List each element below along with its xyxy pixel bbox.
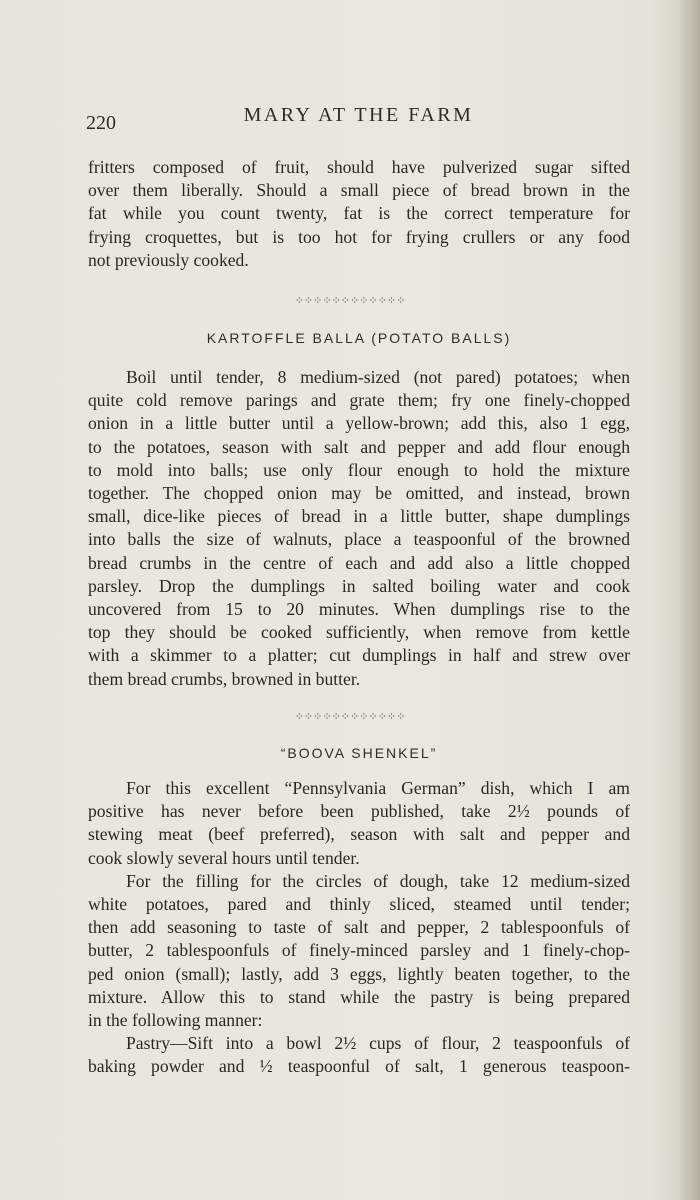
ornament-divider: ⁘⁘⁘⁘⁘⁘⁘⁘⁘⁘⁘⁘ bbox=[294, 710, 406, 723]
text-line: positive has never before been published, take 2½ pounds of bbox=[88, 801, 630, 822]
running-head: MARY AT THE FARM bbox=[243, 104, 474, 126]
text-line: to the potatoes, season with salt and pepper and add flour enough bbox=[88, 436, 630, 457]
text-line: not previously cooked. bbox=[88, 249, 249, 270]
text-line: together. The chopped onion may be omitted, and instead, brown bbox=[88, 483, 630, 504]
text-line: fritters composed of fruit, should have pulverized sugar sifted bbox=[88, 157, 630, 177]
text-line: fat while you count twenty, fat is the correct temperature for bbox=[88, 203, 630, 224]
section-title: “BOOVA SHENKEL” bbox=[280, 745, 438, 761]
text-line: frying croquettes, but is too hot for frying crullers or any food bbox=[88, 226, 630, 247]
text-line: in the following manner: bbox=[88, 1010, 263, 1031]
text-line: then add seasoning to taste of salt and pepper, 2 tablespoonfuls of bbox=[88, 917, 630, 938]
text-line: butter, 2 tablespoonfuls of finely-minced parsley and 1 finely-chop- bbox=[88, 940, 630, 961]
text-line: uncovered from 15 to 20 minutes. When dumplings rise to the bbox=[88, 599, 630, 620]
text-line: over them liberally. Should a small piece of bread brown in the bbox=[88, 180, 630, 201]
text-line: quite cold remove parings and grate them; fry one finely-chopped bbox=[88, 390, 630, 411]
recipe-paragraph bbox=[88, 366, 630, 691]
text-line: For the filling for the circles of dough, take 12 medium-sized bbox=[126, 870, 630, 891]
text-line: to mold into balls; use only flour enough to hold the mixture bbox=[88, 459, 630, 480]
text-line: Boil until tender, 8 medium-sized (not pared) potatoes; when bbox=[126, 367, 630, 387]
page-number: 220 bbox=[86, 112, 116, 134]
text-line: small, dice-like pieces of bread in a little butter, shape dumplings bbox=[88, 506, 630, 527]
text-line: white potatoes, pared and thinly sliced, steamed until tender; bbox=[88, 894, 630, 915]
text-line: stewing meat (beef preferred), season with salt and pepper and bbox=[88, 824, 630, 845]
text-line: For this excellent “Pennsylvania German” dish, which I am bbox=[126, 778, 630, 798]
text-line: onion in a little butter until a yellow-brown; add this, also 1 egg, bbox=[88, 413, 630, 434]
page-edge-shadow bbox=[678, 0, 700, 1200]
text-line: top they should be cooked sufficiently, when remove from kettle bbox=[88, 622, 630, 643]
text-line: them bread crumbs, browned in butter. bbox=[88, 668, 361, 689]
ornament-divider: ⁘⁘⁘⁘⁘⁘⁘⁘⁘⁘⁘⁘ bbox=[294, 294, 406, 307]
section-title: KARTOFFLE BALLA (POTATO BALLS) bbox=[206, 330, 512, 346]
text-line: parsley. Drop the dumplings in salted boiling water and cook bbox=[88, 575, 630, 596]
text-line: cook slowly several hours until tender. bbox=[88, 847, 360, 868]
page-header bbox=[86, 102, 631, 132]
recipe-paragraph bbox=[88, 777, 630, 1079]
text-line: Pastry—Sift into a bowl 2½ cups of flour, 2 teaspoonfuls of bbox=[126, 1033, 630, 1054]
text-line: baking powder and ½ teaspoonful of salt, 1 generous teaspoon- bbox=[88, 1056, 630, 1077]
text-line: ped onion (small); lastly, add 3 eggs, lightly beaten together, to the bbox=[88, 963, 630, 984]
text-line: bread crumbs in the centre of each and add also a little chopped bbox=[88, 552, 630, 573]
text-line: mixture. Allow this to stand while the pastry is being prepared bbox=[88, 986, 630, 1007]
text-line: with a skimmer to a platter; cut dumplings in half and strew over bbox=[88, 645, 630, 666]
text-line: into balls the size of walnuts, place a teaspoonful of the browned bbox=[88, 529, 630, 550]
intro-paragraph bbox=[88, 156, 630, 272]
